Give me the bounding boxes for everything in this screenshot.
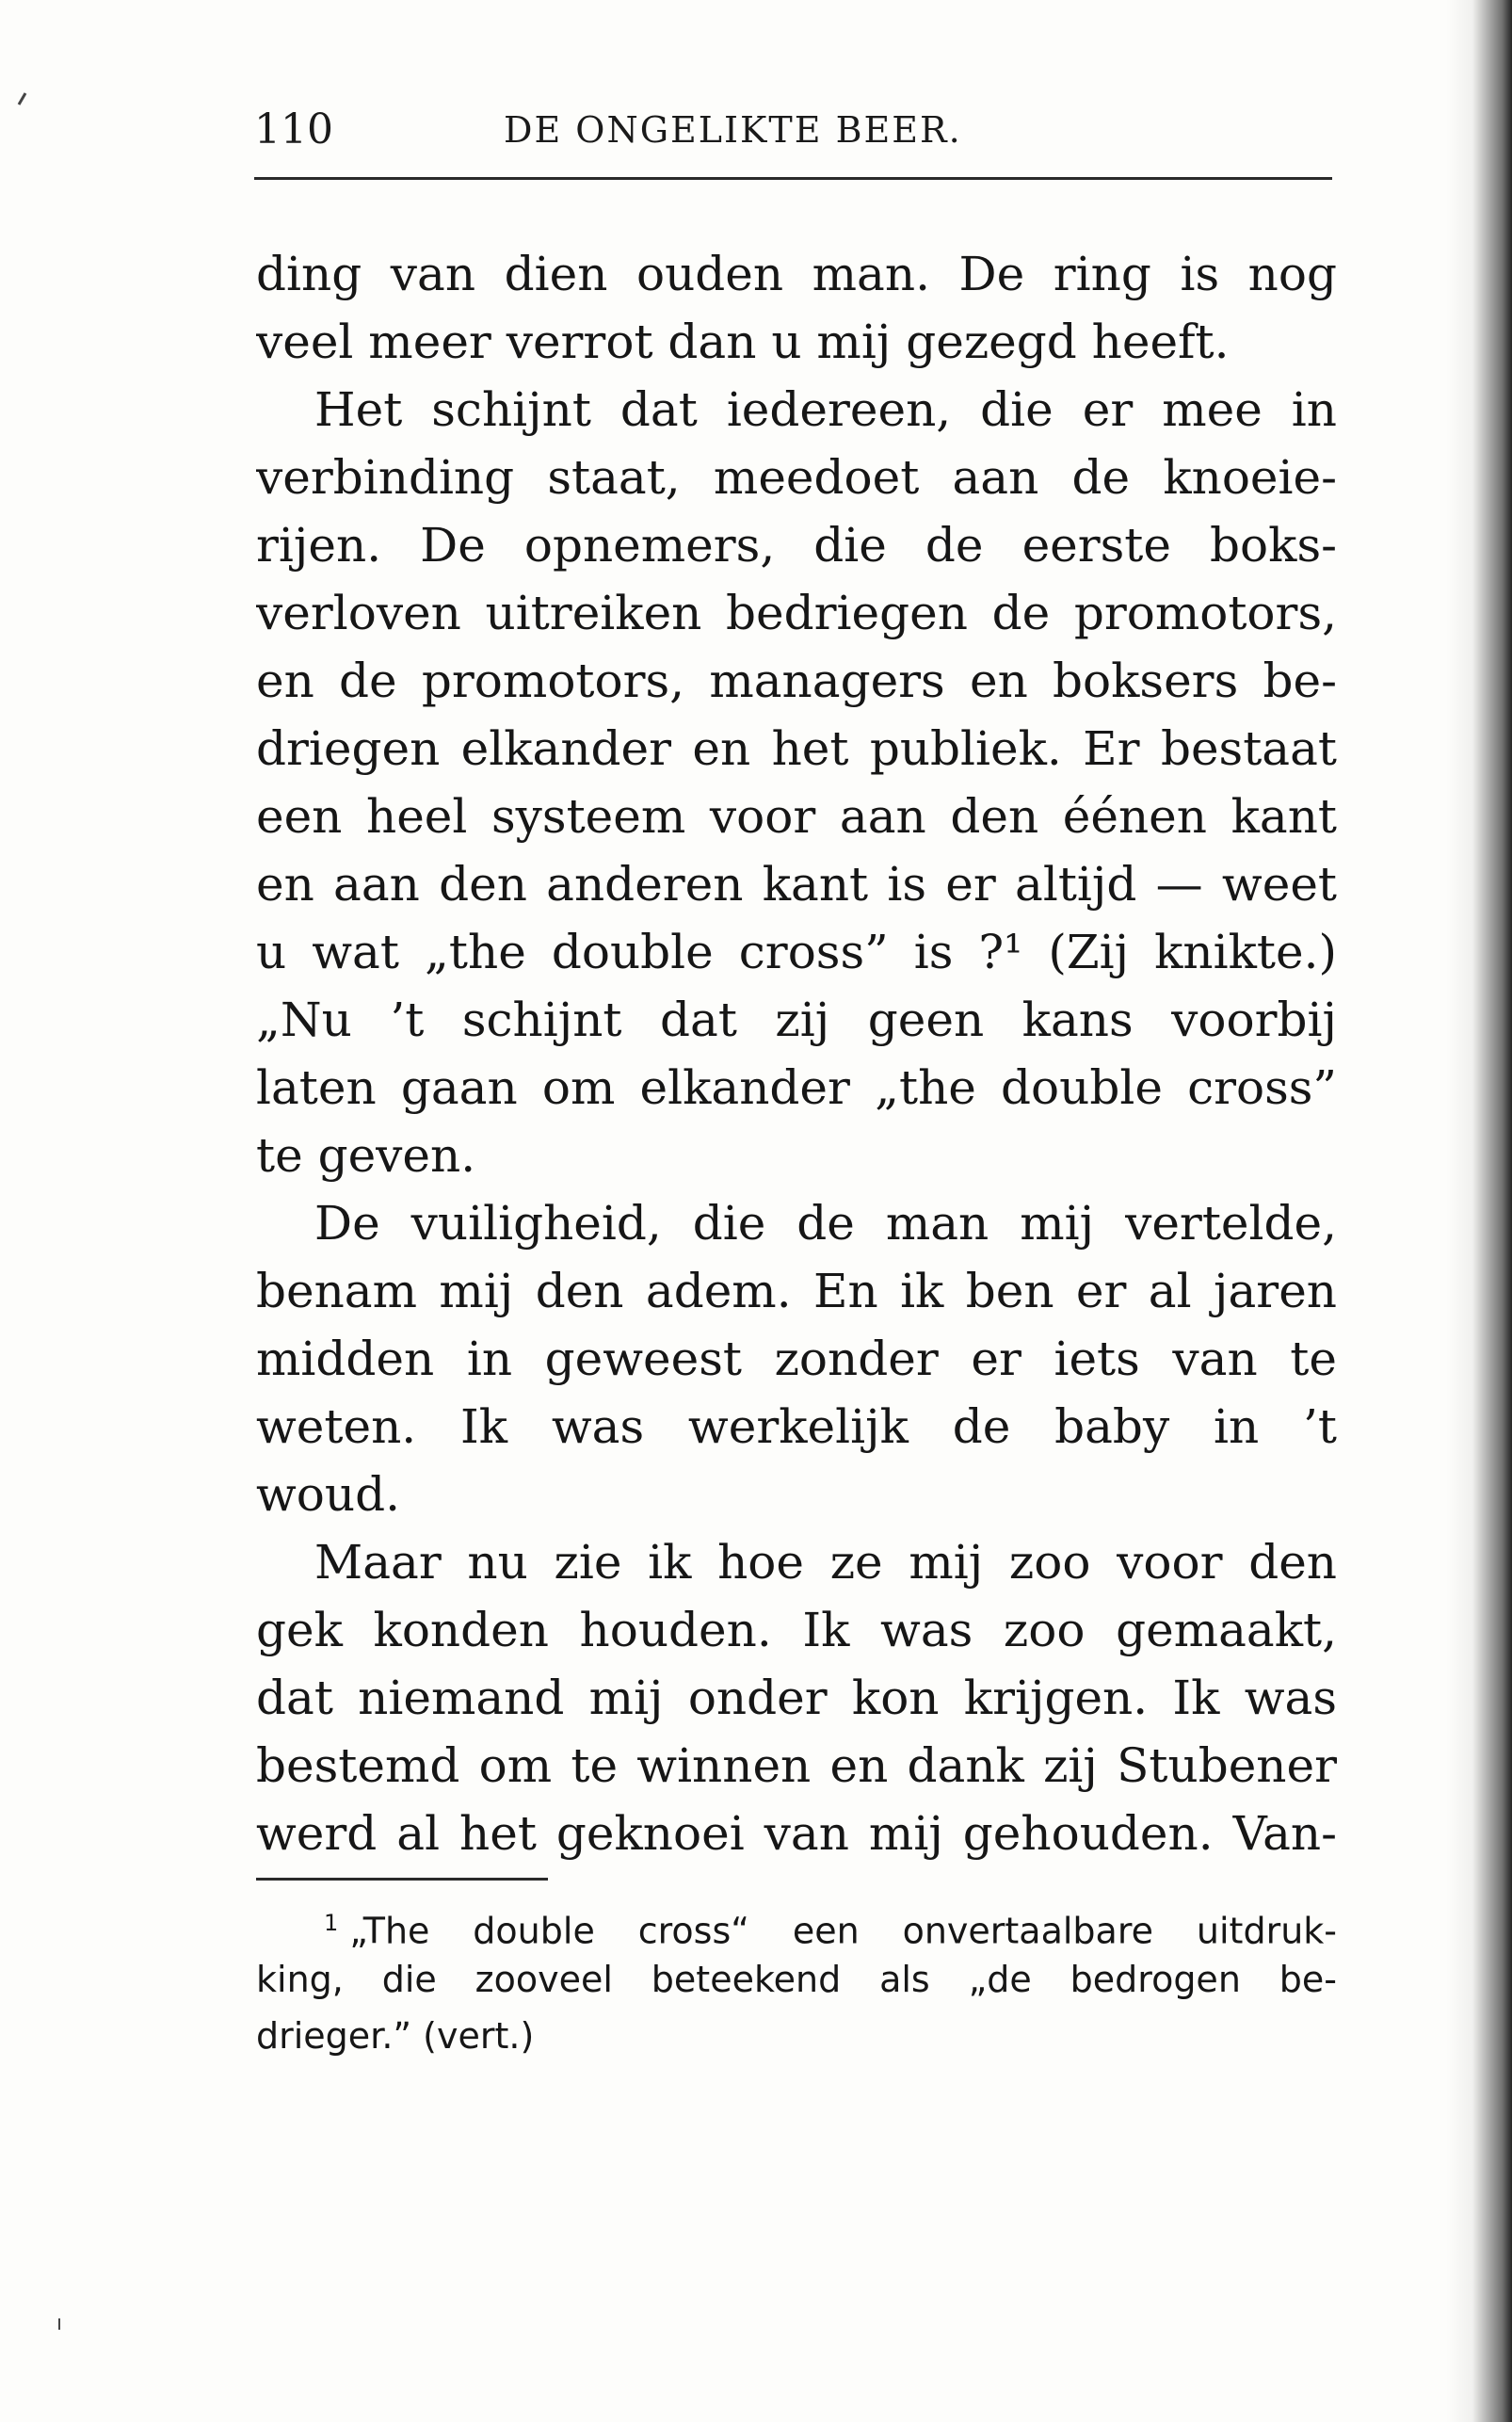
- text-line: laten gaan om elkander „the double cross”: [256, 1060, 1337, 1115]
- body-text: [256, 240, 1337, 1867]
- text-line: te geven.: [256, 1128, 476, 1183]
- text-line: rijen. De opnemers, die de eerste boks-: [256, 518, 1337, 573]
- scan-speck: [18, 92, 27, 105]
- text-line: bestemd om te winnen en dank zij Stubener: [256, 1738, 1337, 1793]
- text-line: Maar nu zie ik hoe ze mij zoo voor den: [314, 1535, 1337, 1590]
- text-line: Het schijnt dat iedereen, die er mee in: [314, 382, 1337, 437]
- footnote-marker: 1: [324, 1910, 339, 1936]
- text-line: u wat „the double cross” is ?¹ (Zij knikte.): [256, 925, 1337, 979]
- text-line: De vuiligheid, die de man mij vertelde,: [314, 1196, 1337, 1251]
- running-title: DE ONGELIKTE BEER.: [504, 109, 962, 151]
- text-line: gek konden houden. Ik was zoo gemaakt,: [256, 1603, 1337, 1657]
- text-line: „Nu ’t schijnt dat zij geen kans voorbij: [256, 993, 1337, 1047]
- text-line: benam mij den adem. En ik ben er al jaren: [256, 1264, 1337, 1318]
- header-rule: [254, 177, 1332, 180]
- footnote-line-text: „The double cross“ een onvertaalbare uitdruk-: [349, 1910, 1337, 1952]
- text-line: dat niemand mij onder kon krijgen. Ik was: [256, 1671, 1337, 1725]
- text-line: en aan den anderen kant is er altijd — weet: [256, 857, 1337, 912]
- footnote-line: king, die zooveel beteekend als „de bedrogen be-: [256, 1959, 1337, 2000]
- text-line: verbinding staat, meedoet aan de knoeie-: [256, 450, 1337, 505]
- text-line: en de promotors, managers en boksers be-: [256, 654, 1337, 708]
- text-line: weten. Ik was werkelijk de baby in ’t: [256, 1399, 1337, 1454]
- text-line: veel meer verrot dan u mij gezegd heeft.: [256, 315, 1230, 369]
- text-line: midden in geweest zonder er iets van te: [256, 1332, 1337, 1386]
- text-line: een heel systeem voor aan den éénen kant: [256, 789, 1337, 844]
- page-header: [254, 105, 1332, 171]
- text-line: woud.: [256, 1467, 401, 1522]
- footnote-line: [256, 1895, 1337, 1951]
- footnote: [256, 1895, 1337, 2064]
- footnote-line: drieger.” (vert.): [256, 2015, 535, 2057]
- page-number: 110: [254, 105, 333, 153]
- text-line: verloven uitreiken bedriegen de promotors,: [256, 586, 1337, 640]
- text-line: driegen elkander en het publiek. Er bestaat: [256, 721, 1337, 776]
- footnote-rule: [256, 1878, 548, 1881]
- text-line: werd al het geknoei van mij gehouden. Van-: [256, 1806, 1337, 1861]
- text-line: ding van dien ouden man. De ring is nog: [256, 247, 1337, 301]
- scan-edge-shadow: [1446, 0, 1512, 2422]
- scan-speck: [58, 2318, 60, 2330]
